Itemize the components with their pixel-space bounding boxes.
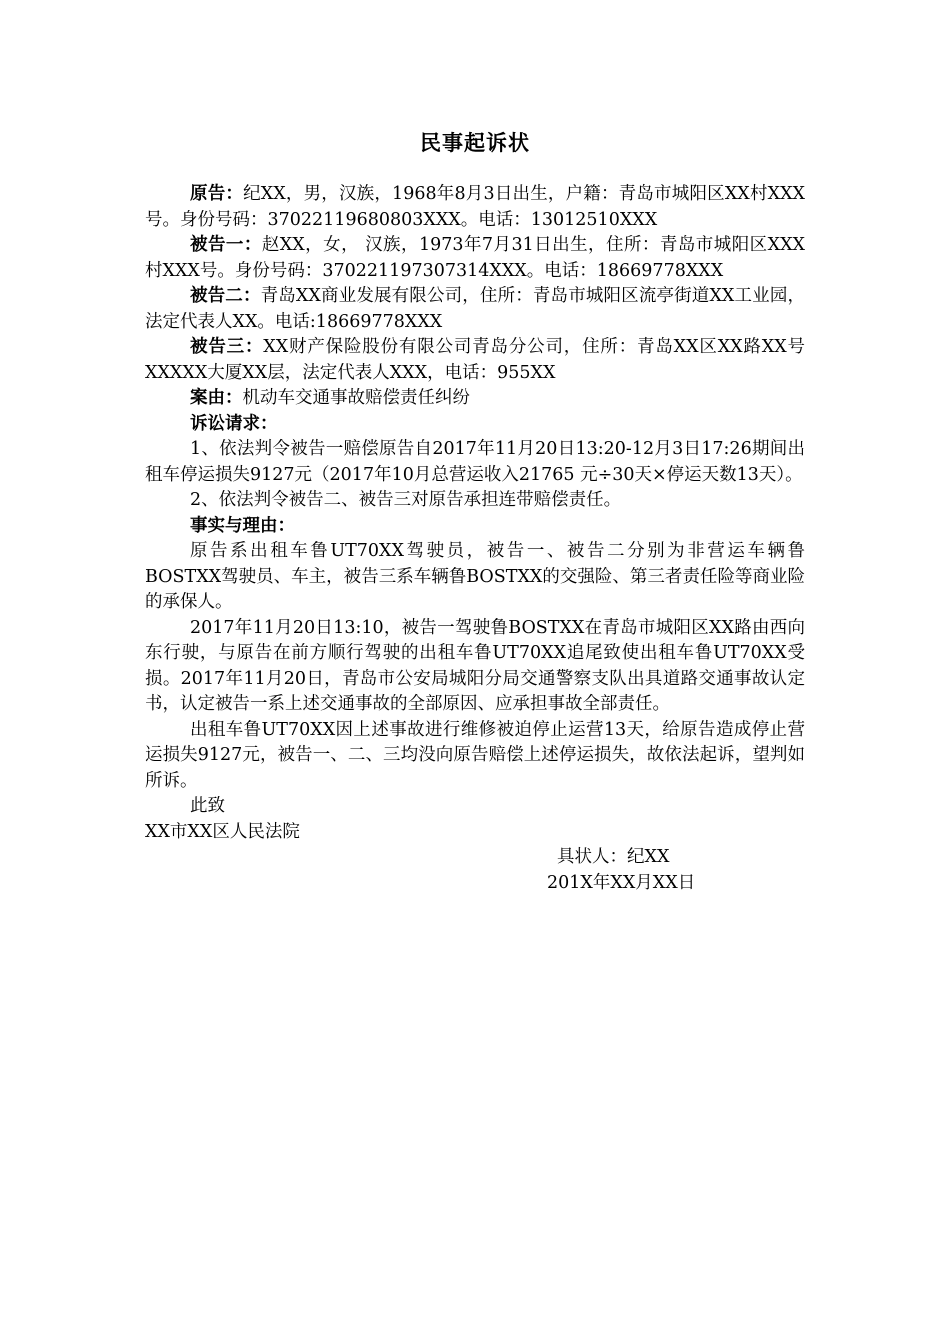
cause-label: 案由：: [190, 388, 243, 408]
defendant1-label: 被告一：: [190, 235, 262, 255]
claim-item: 2、依法判令被告二、被告三对原告承担连带赔偿责任。: [190, 490, 622, 510]
defendant3-label: 被告三：: [190, 337, 264, 357]
defendant3-paragraph: [145, 335, 805, 386]
cause-text: 机动车交通事故赔偿责任纠纷: [242, 388, 470, 408]
salutation: 此致: [190, 796, 225, 816]
court-name: XX市XX区人民法院: [145, 821, 300, 842]
defendant2-text: 青岛XX商业发展有限公司，住所：青岛市城阳区流亭街道XX工业园，法定代表人XX。电话:18669778XXX: [145, 286, 805, 332]
facts-paragraph: 原告系出租车鲁UT70XX驾驶员，被告一、被告二分别为非营运车辆鲁BOSTXX驾驶员、车主，被告三系车辆鲁BOSTXX的交强险、第三者责任险等商业险的承保人。: [145, 541, 805, 612]
defendant1-paragraph: [145, 233, 805, 284]
plaintiff-label: 原告：: [190, 184, 244, 204]
defendant2-label: 被告二：: [190, 286, 261, 306]
document-date: 201X年XX月XX日: [547, 872, 696, 893]
claims-heading: 诉讼请求：: [190, 413, 278, 434]
complaint-document: [145, 128, 805, 896]
signer: 具状人：纪XX: [557, 847, 670, 867]
facts-paragraph: 出租车鲁UT70XX因上述事故进行维修被迫停止运营13天，给原告造成停止营运损失9127元，被告一、二、三均没向原告赔偿上述停运损失，故依法起诉，望判如所诉。: [145, 719, 805, 791]
document-title: 民事起诉状: [420, 130, 530, 155]
plaintiff-paragraph: [145, 182, 805, 233]
cause-paragraph: [145, 386, 805, 412]
facts-heading: 事实与理由：: [190, 515, 295, 536]
defendant2-paragraph: [145, 284, 805, 335]
defendant3-text: XX财产保险股份有限公司青岛分公司，住所：青岛XX区XX路XX号XXXXX大厦XX层，法定代表人XXX，电话：955XX: [145, 337, 806, 383]
claim-item: 1、依法判令被告一赔偿原告自2017年11月20日13:20-12月3日17:26期间出租车停运损失9127元（2017年10月总营运收入21765 元÷30天×停运天数13天）。: [145, 439, 805, 485]
plaintiff-text: 纪XX，男，汉族，1968年8月3日出生，户籍：青岛市城阳区XX村XXX号。身份号码：37022119680803XXX。电话：13012510XXX: [145, 184, 806, 230]
facts-paragraph: 2017年11月20日13:10，被告一驾驶鲁BOSTXX在青岛市城阳区XX路由西向东行驶，与原告在前方顺行驾驶的出租车鲁UT70XX追尾致使出租车鲁UT70XX受损。2017年11月20日，青岛市公安局城阳分局交通警察支队出具道路交通事故认定书，认定被告一系上述交通事故的全部原因、应承担事故全部责任。: [145, 617, 805, 714]
defendant1-text: 赵XX，女， 汉族，1973年7月31日出生，住所：青岛市城阳区XXX村XXX号。身份号码：370221197307314XXX。电话：18669778XXX: [145, 235, 806, 281]
